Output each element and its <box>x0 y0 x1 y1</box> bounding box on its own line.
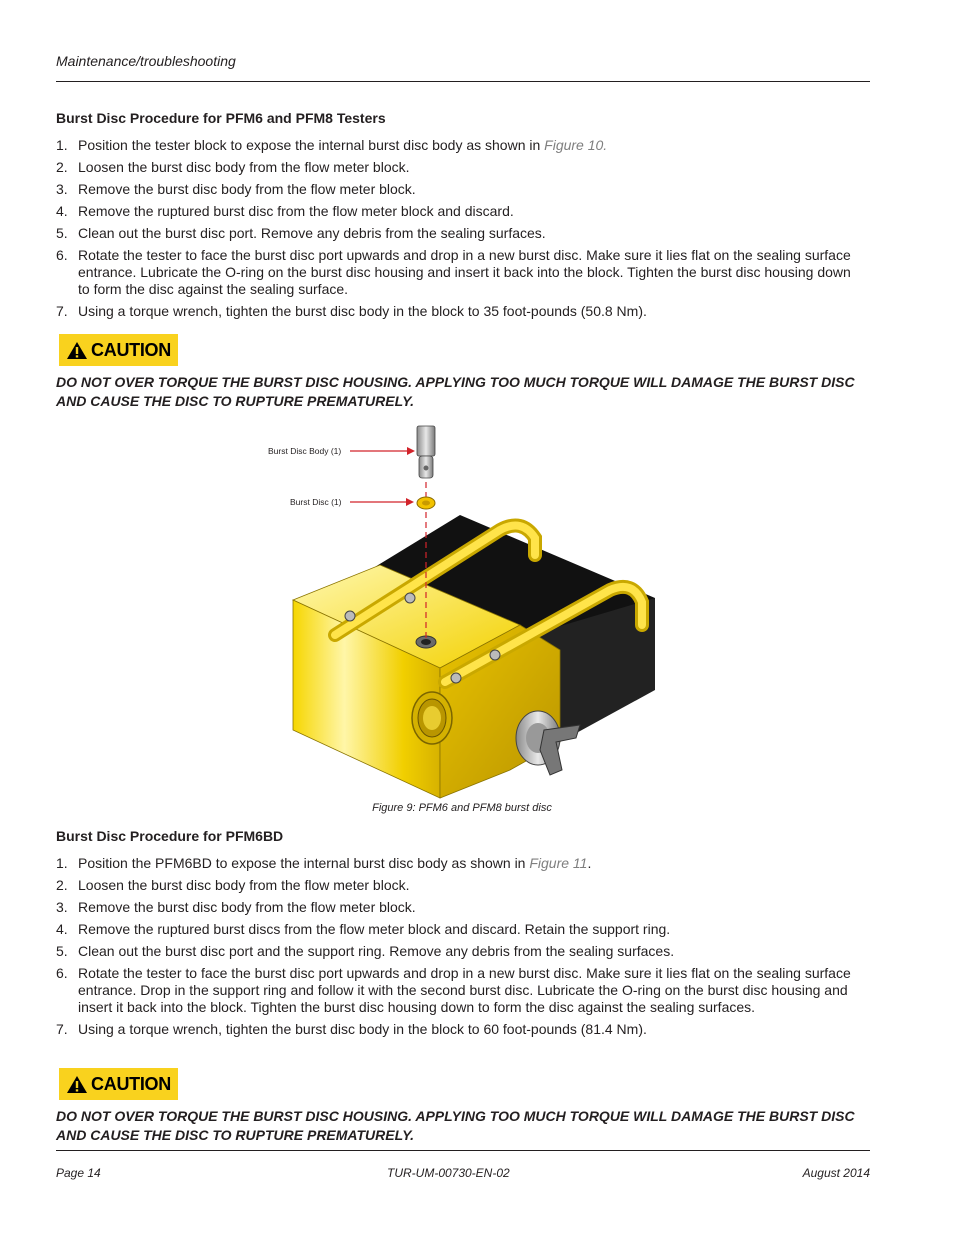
figure-burst-disc <box>260 420 680 800</box>
callout-burst-disc: Burst Disc (1) <box>290 497 342 507</box>
caution-label: CAUTION <box>91 339 171 360</box>
pfm-block-illustration <box>260 420 680 800</box>
list-item <box>56 159 856 176</box>
step-number: 5. <box>56 943 68 959</box>
step-text: Remove the burst disc body from the flow meter block. <box>78 899 416 915</box>
caution-text: DO NOT OVER TORQUE THE BURST DISC HOUSING. APPLYING TOO MUCH TORQUE WILL DAMAGE THE BURST DISC AND CAUSE THE DISC TO RUPTURE PREMATURELY. <box>56 374 855 409</box>
publication-date: August 2014 <box>802 1166 870 1180</box>
step-text: Remove the burst disc body from the flow meter block. <box>78 181 416 197</box>
caution-label: CAUTION <box>91 1073 171 1094</box>
caution-badge <box>59 1068 178 1100</box>
figure-caption: Figure 9: PFM6 and PFM8 burst disc <box>372 802 552 814</box>
step-number: 1. <box>56 137 68 153</box>
step-number: 4. <box>56 203 68 219</box>
list-item <box>56 1021 856 1038</box>
section-heading-pfm6-pfm8: Burst Disc Procedure for PFM6 and PFM8 Testers <box>56 110 386 126</box>
step-number: 6. <box>56 965 68 981</box>
caution-text: DO NOT OVER TORQUE THE BURST DISC HOUSING. APPLYING TOO MUCH TORQUE WILL DAMAGE THE BURST DISC AND CAUSE THE DISC TO RUPTURE PREMATURELY. <box>56 1108 855 1143</box>
list-item <box>56 181 856 198</box>
list-item <box>56 877 856 894</box>
step-number: 1. <box>56 855 68 871</box>
list-item <box>56 855 856 872</box>
step-number: 6. <box>56 247 68 263</box>
step-number: 3. <box>56 181 68 197</box>
header-rule <box>56 81 870 82</box>
list-item <box>56 965 856 1016</box>
step-text: Clean out the burst disc port and the support ring. Remove any debris from the sealing surfaces. <box>78 943 675 959</box>
list-item <box>56 921 856 938</box>
document-id: TUR-UM-00730-EN-02 <box>387 1166 510 1180</box>
burst-disc-body <box>417 426 435 456</box>
step-text: Position the PFM6BD to expose the internal burst disc body as shown in <box>78 855 530 871</box>
warning-triangle-icon <box>66 1075 88 1094</box>
step-text: Clean out the burst disc port. Remove any debris from the sealing surfaces. <box>78 225 546 241</box>
screw-icon <box>405 593 415 603</box>
step-text: Position the tester block to expose the internal burst disc body as shown in <box>78 137 545 153</box>
step-number: 7. <box>56 303 68 319</box>
step-number: 7. <box>56 1021 68 1037</box>
footer-rule <box>56 1150 870 1151</box>
list-item <box>56 225 856 242</box>
step-number: 2. <box>56 877 68 893</box>
step-text: Using a torque wrench, tighten the burst disc body in the block to 60 foot-pounds (81.4 Nm). <box>78 1021 647 1037</box>
running-header: Maintenance/troubleshooting <box>56 53 236 69</box>
screw-icon <box>345 611 355 621</box>
knob-icon <box>540 725 580 775</box>
figure-link[interactable]: Figure 11 <box>529 855 588 871</box>
step-text: Rotate the tester to face the burst disc port upwards and drop in a new burst disc. Make sure it lies flat on the sealing surface entrance. Drop in the support ring and follow it with the second burst disc. Lubricate the O-ring on the burst disc housing and insert it back into the block. Tighten the burst disc housing down to form the disc against the sealing surfaces. <box>78 965 851 1015</box>
steps-list-pfm6bd <box>56 855 856 1043</box>
step-number: 3. <box>56 899 68 915</box>
warning-triangle-icon <box>66 341 88 360</box>
list-item <box>56 247 856 298</box>
step-number: 5. <box>56 225 68 241</box>
step-text-end: . <box>587 855 592 871</box>
list-item <box>56 943 856 960</box>
list-item <box>56 137 856 154</box>
step-text: Loosen the burst disc body from the flow meter block. <box>78 159 410 175</box>
list-item <box>56 203 856 220</box>
step-text: Rotate the tester to face the burst disc port upwards and drop in a new burst disc. Make sure it lies flat on the sealing surface entrance. Lubricate the O-ring on the burst disc housing and insert it back into the block. Tighten the burst disc housing down to form the disc against the sealing surface. <box>78 247 851 297</box>
screw-icon <box>490 650 500 660</box>
list-item <box>56 303 856 320</box>
step-text: Loosen the burst disc body from the flow meter block. <box>78 877 410 893</box>
step-text: Remove the ruptured burst discs from the flow meter block and discard. Retain the support ring. <box>78 921 671 937</box>
section-heading-pfm6bd: Burst Disc Procedure for PFM6BD <box>56 828 284 844</box>
step-text: Using a torque wrench, tighten the burst disc body in the block to 35 foot-pounds (50.8 Nm). <box>78 303 647 319</box>
list-item <box>56 899 856 916</box>
steps-list-pfm6-pfm8 <box>56 137 856 325</box>
step-number: 2. <box>56 159 68 175</box>
step-text: Remove the ruptured burst disc from the flow meter block and discard. <box>78 203 514 219</box>
step-number: 4. <box>56 921 68 937</box>
callout-burst-disc-body: Burst Disc Body (1) <box>268 446 342 456</box>
caution-badge <box>59 334 178 366</box>
page-number: Page 14 <box>56 1166 101 1180</box>
figure-link[interactable]: Figure 10. <box>544 137 608 153</box>
screw-icon <box>451 673 461 683</box>
